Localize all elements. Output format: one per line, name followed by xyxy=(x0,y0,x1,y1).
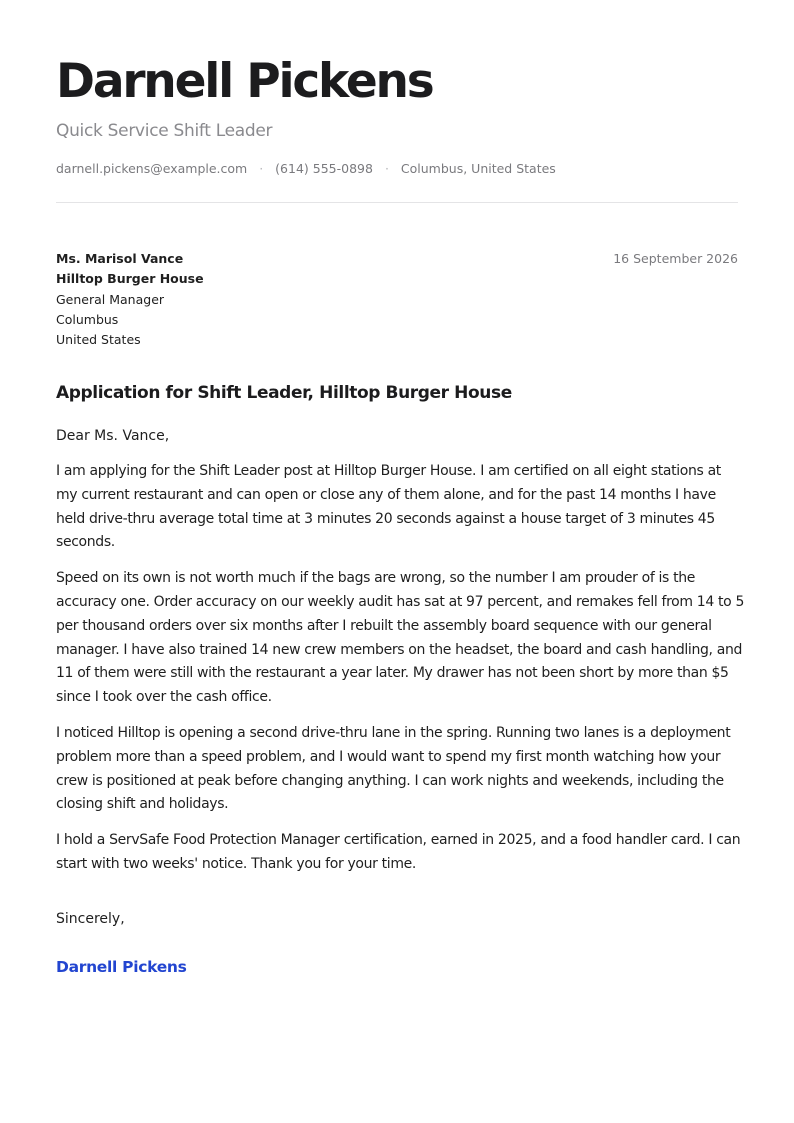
applicant-role: Quick Service Shift Leader xyxy=(56,121,273,141)
recipient-country: United States xyxy=(56,332,141,348)
contact-location: Columbus, United States xyxy=(400,161,556,176)
letter-subject: Application for Shift Leader, Hilltop Burger House xyxy=(56,383,512,403)
letter-paragraph: I am applying for the Shift Leader post at Hilltop Burger House. I am certified on all eight stations at my current restaurant and can open or close any of them alone, and for the past 14 months I have held drive-thru average total time at 3 minutes 20 seconds against a house target of 3 minutes 45 seconds. xyxy=(56,463,721,551)
letter-closing: Sincerely, xyxy=(56,910,125,927)
letter-salutation: Dear Ms. Vance, xyxy=(56,428,170,444)
contact-line xyxy=(56,160,738,178)
recipient-company: Hilltop Burger House xyxy=(56,271,204,287)
header-divider xyxy=(56,202,738,203)
contact-phone: (614) 555-0898 xyxy=(275,161,373,176)
signature-name: Darnell Pickens xyxy=(56,957,187,976)
letter-paragraph: Speed on its own is not worth much if the bags are wrong, so the number I am prouder of is the accuracy one. Order accuracy on our weekly audit has sat at 97 percent, and remakes fell from 14 to 5 per thousand orders over six months after I rebuilt the assembly board sequence with our general manager. I have also trained 14 new crew members on the headset, the board and cash handling, and 11 of them were still with the restaurant a year later. My drawer has not been short by more than $5 since I took over the cash office. xyxy=(56,570,745,706)
letter-paragraph: I noticed Hilltop is opening a second drive-thru lane in the spring. Running two lanes is a deployment problem more than a speed problem, and I would want to spend my first month watching how your crew is positioned at peak before changing anything. I can work nights and weekends, including the closing shift and holidays. xyxy=(56,724,731,813)
contact-email: darnell.pickens@example.com xyxy=(56,161,248,176)
applicant-name: Darnell Pickens xyxy=(56,54,433,109)
contact-separator: · xyxy=(384,161,389,176)
contact-separator: · xyxy=(259,161,264,176)
recipient-name: Ms. Marisol Vance xyxy=(56,251,184,266)
letter-paragraph: I hold a ServSafe Food Protection Manager certification, earned in 2025, and a food handler card. I can start with two weeks' notice. Thank you for your time. xyxy=(56,832,741,872)
recipient-title: General Manager xyxy=(56,291,165,307)
recipient-city: Columbus xyxy=(56,311,119,327)
letter-date: 16 September 2026 xyxy=(613,251,738,266)
recipient-and-date xyxy=(56,249,738,349)
